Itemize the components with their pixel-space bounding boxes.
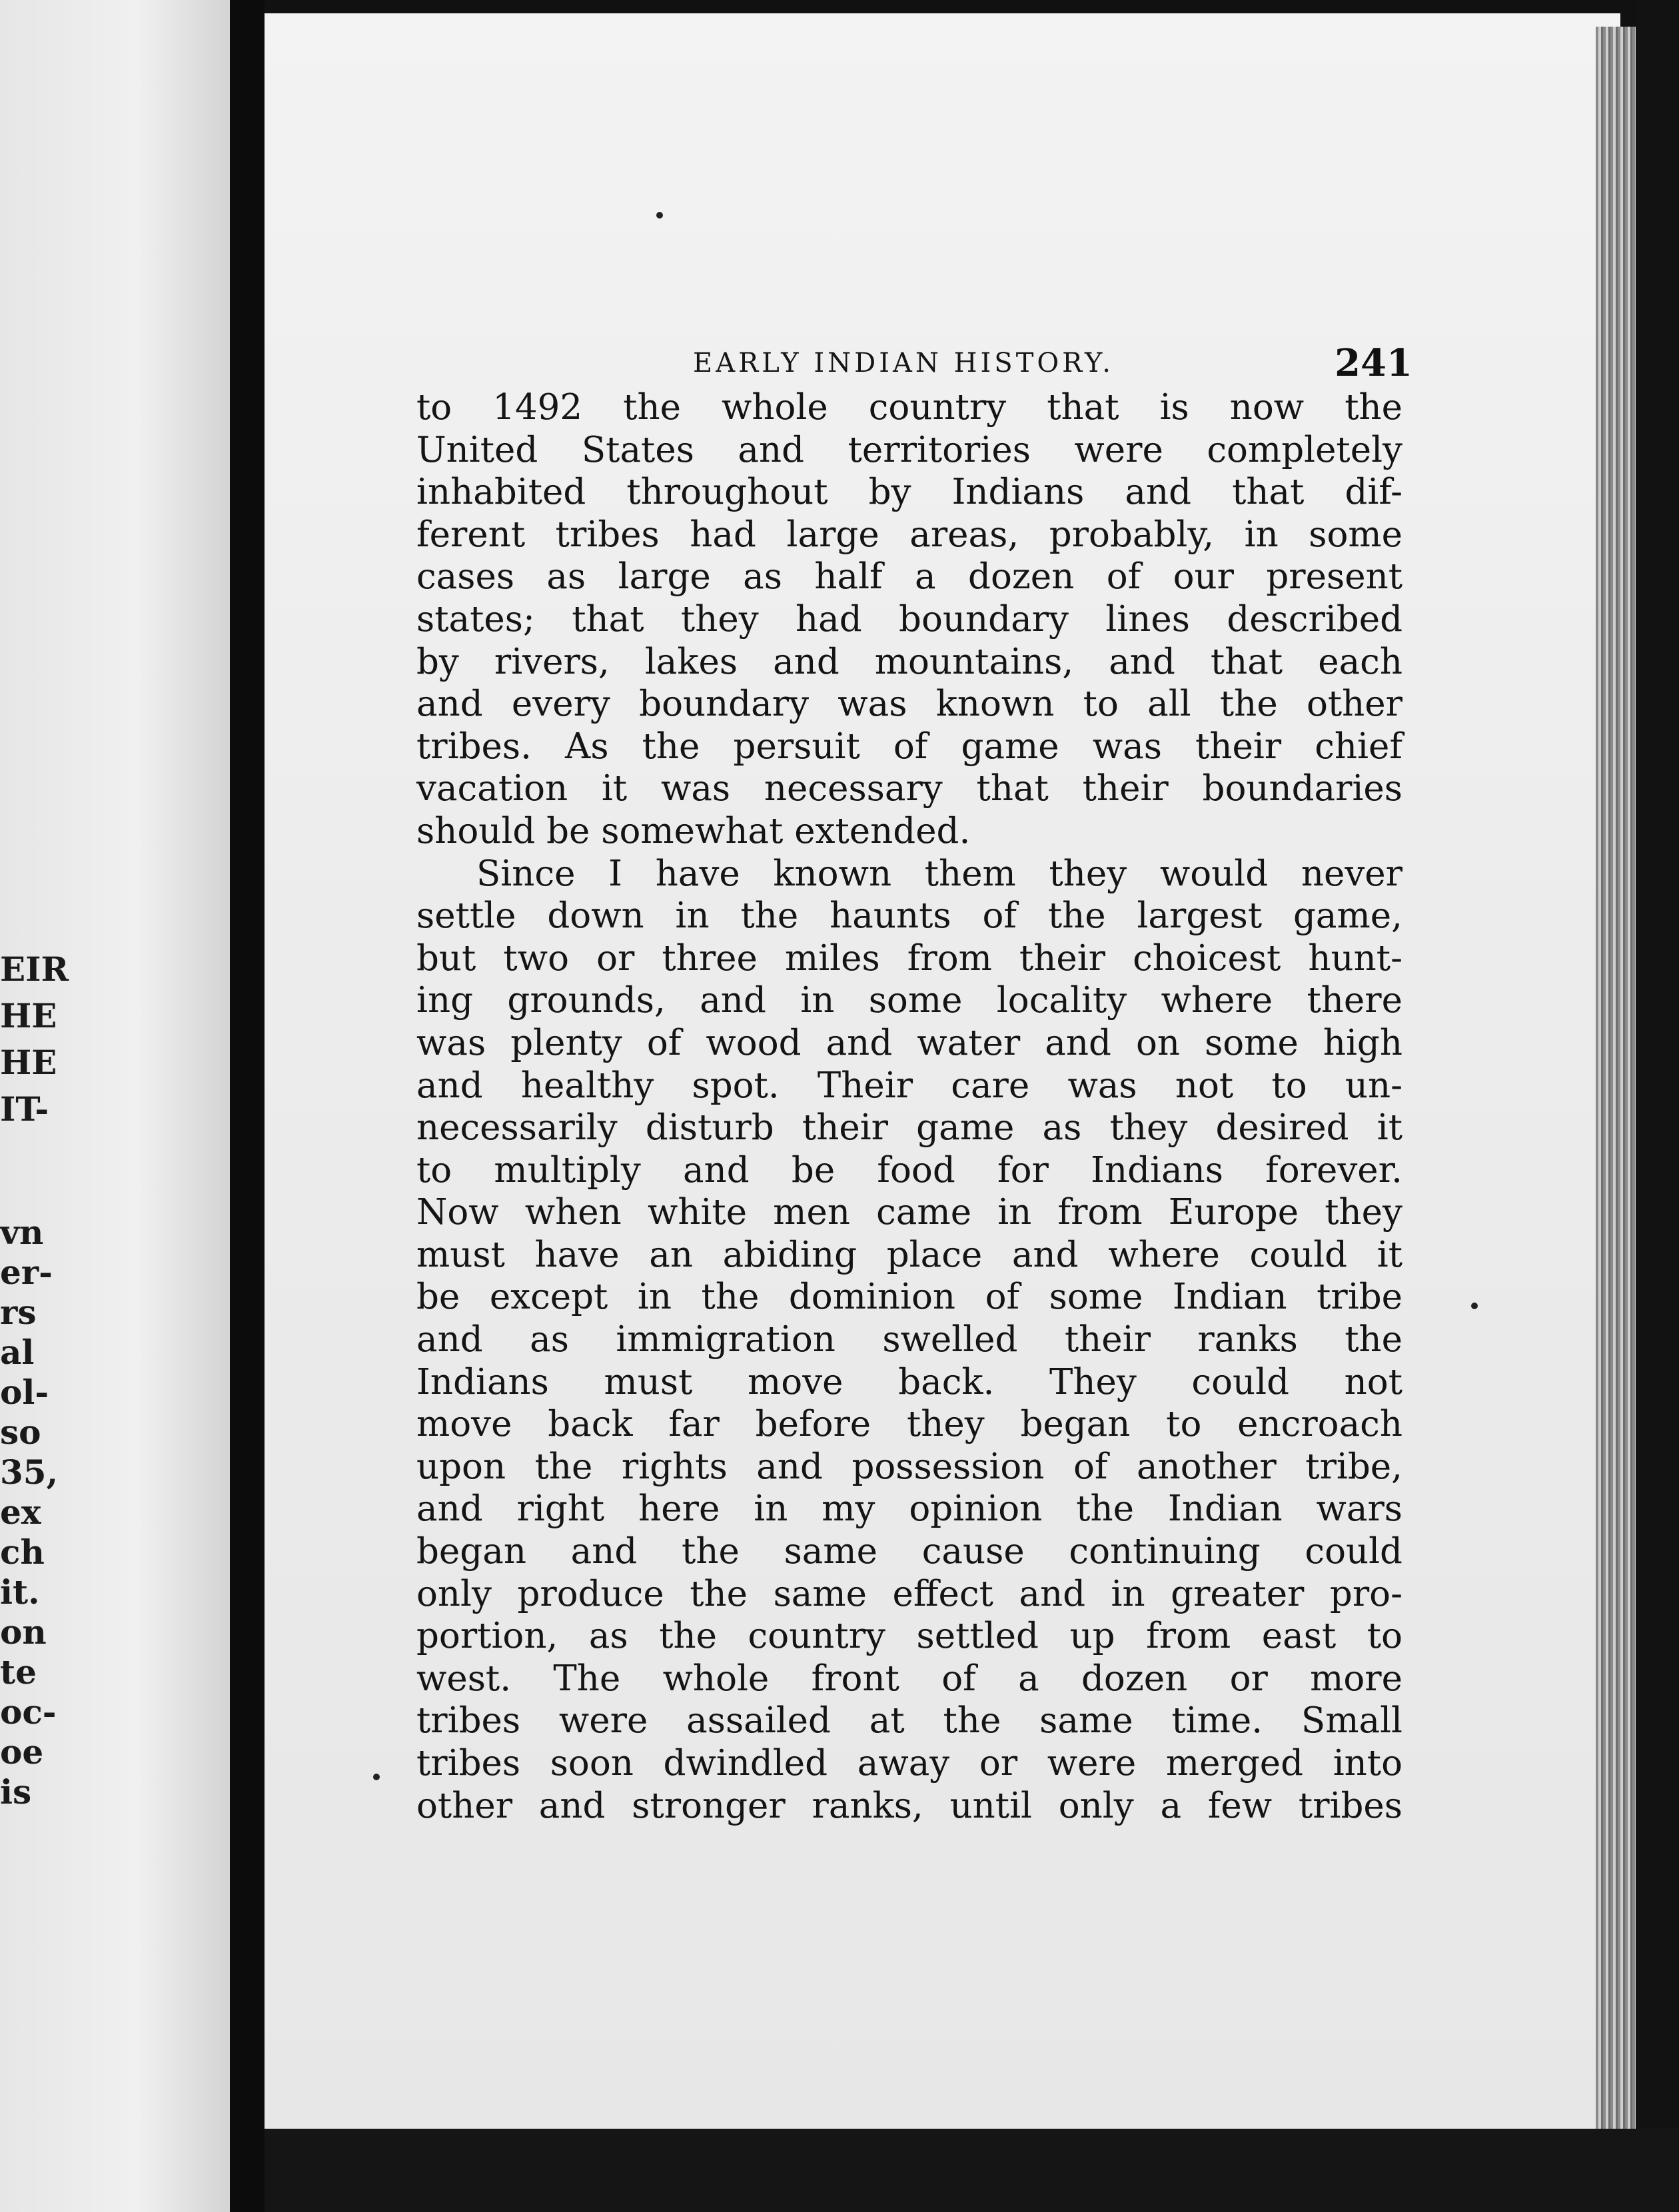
text-line: and healthy spot. Their care was not to un- [416,1065,1402,1106]
left-fragment: er- [0,1253,53,1292]
text-line: cases as large as half a dozen of our present [416,556,1402,598]
text-line: Since I have known them they would never [476,853,1402,894]
text-line: should be somewhat extended. [416,810,971,851]
left-fragment: oe [0,1732,44,1772]
text-line: by rivers, lakes and mountains, and that each [416,641,1402,682]
left-fragment: on [0,1612,47,1652]
left-fragment: EIR [0,949,69,989]
scan-speck [373,1774,380,1780]
text-line: Indians must move back. They could not [416,1361,1402,1402]
text-line: was plenty of wood and water and on some high [416,1022,1402,1063]
text-line: be except in the dominion of some Indian tribe [416,1277,1402,1318]
text-line: west. The whole front of a dozen or more [416,1658,1402,1699]
left-fragment: HE [0,996,57,1035]
text-line: United States and territories were completely [416,429,1402,470]
text-line: other and stronger ranks, until only a few tribes [416,1785,1402,1826]
text-line: ing grounds, and in some locality where there [416,980,1402,1021]
left-fragment: al [0,1333,35,1372]
left-fragment: ch [0,1532,45,1572]
left-fragment: it. [0,1572,40,1612]
scan-border-bottom [265,2129,1679,2212]
text-line: began and the same cause continuing could [416,1531,1402,1572]
page-edges [1596,27,1636,2139]
text-line: but two or three miles from their choicest hunt- [416,937,1402,979]
text-line: states; that they had boundary lines described [416,598,1402,640]
left-fragment: is [0,1772,32,1812]
text-line: to 1492 the whole country that is now the [416,387,1402,428]
left-fragment: ol- [0,1373,49,1412]
body-text [416,386,1402,1827]
page-number: 241 [1335,341,1412,385]
text-line: and right here in my opinion the Indian wars [416,1488,1402,1530]
text-line: necessarily disturb their game as they desired it [416,1107,1402,1149]
text-line: vacation it was necessary that their boundaries [416,768,1402,810]
book-gutter [230,0,265,2212]
text-line: move back far before they began to encroach [416,1404,1402,1445]
text-line: and as immigration swelled their ranks the [416,1319,1402,1361]
left-fragment: vn [0,1213,44,1252]
scan-border-right [1636,0,1679,2212]
text-line: ferent tribes had large areas, probably, in some [416,514,1402,555]
text-line: inhabited throughout by Indians and that dif- [416,472,1402,513]
text-line: must have an abiding place and where could it [416,1234,1402,1275]
text-line: tribes were assailed at the same time. Small [416,1700,1402,1742]
left-fragment: oc- [0,1692,57,1732]
running-head: EARLY INDIAN HISTORY. [693,348,1115,378]
text-line: tribes. As the persuit of game was their chief [416,726,1402,767]
left-fragment: 35, [0,1452,58,1492]
text-line: upon the rights and possession of another tribe, [416,1446,1402,1487]
scan-speck [1471,1303,1478,1309]
text-line: Now when white men came in from Europe they [416,1192,1402,1233]
text-line: to multiply and be food for Indians forever. [416,1149,1402,1191]
text-line: only produce the same effect and in greater pro- [416,1573,1402,1614]
left-fragment: so [0,1412,41,1452]
text-line: portion, as the country settled up from east to [416,1616,1402,1657]
left-fragment: te [0,1652,37,1692]
left-fragment: rs [0,1293,37,1332]
left-facing-page [0,0,230,2212]
left-fragment: ex [0,1492,41,1532]
text-line: and every boundary was known to all the other [416,684,1402,725]
left-fragment: IT- [0,1089,49,1129]
scan-speck [656,212,663,219]
text-line: tribes soon dwindled away or were merged into [416,1743,1402,1784]
text-line: settle down in the haunts of the largest game, [416,895,1402,937]
left-fragment: HE [0,1043,57,1082]
